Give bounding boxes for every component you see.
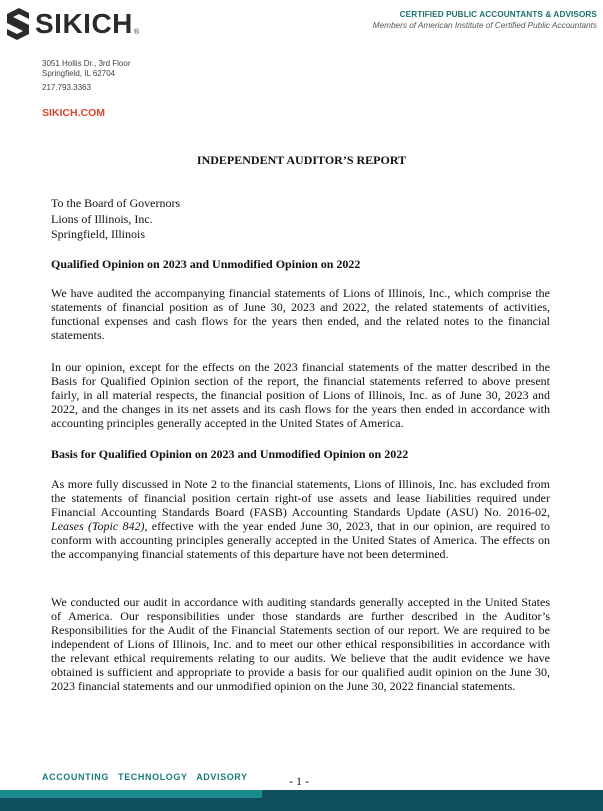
footer-bar bbox=[0, 790, 603, 811]
footer-accent-stripe bbox=[0, 790, 262, 798]
paragraph-basis bbox=[51, 477, 550, 561]
heading-opinion: Qualified Opinion on 2023 and Unmodified Opinion on 2022 bbox=[51, 257, 361, 271]
sikich-logo bbox=[5, 8, 139, 40]
basis-text-start: As more fully discussed in Note 2 to the financial statements, Lions of Illinois, Inc. has excluded from the statements of financial position certain right-of use assets and lease liabilities required under Financial Accounting Standards Board (FASB) Accounting Standards Update (ASU) No. 2016-02, bbox=[51, 477, 550, 519]
address-line-2: Springfield, IL 62704 bbox=[42, 69, 116, 78]
logo-wordmark: SIKICH bbox=[35, 8, 133, 39]
page-number: - 1 - bbox=[289, 774, 309, 788]
footer-service-lines: ACCOUNTING TECHNOLOGY ADVISORY bbox=[42, 772, 248, 782]
report-title: INDEPENDENT AUDITOR’S REPORT bbox=[196, 153, 407, 167]
recipient-line: To the Board of Governors bbox=[51, 196, 181, 210]
phone-number: 217.793.3363 bbox=[42, 83, 91, 92]
recipient-block bbox=[51, 196, 180, 243]
paragraph-conducted: We conducted our audit in accordance with auditing standards generally accepted in the United States of America. Our responsibilities under those standards are further described in the Auditor’s Responsibilities for the Audit of the Financial Statements section of our report. We are required to be independent of Lions of Illinois, Inc. and to meet our other ethical responsibilities in accordance with the relevant ethical requirements relating to our audits. We believe that the audit evidence we have obtained is sufficient and appropriate to provide a basis for our qualified audit opinion on the June 30, 2023 financial statements and our unmodified opinion on the June 30, 2022 financial statements. bbox=[51, 595, 550, 693]
website-link[interactable]: SIKICH.COM bbox=[42, 107, 105, 119]
basis-text-topic: Leases (Topic 842) bbox=[51, 519, 145, 533]
basis-text-end: , effective with the year ended June 30, 2023, that in our opinion, are required to conform with accounting principles generally accepted in the United States of America. The effects on the accompanying financial statements of this departure have not been determined. bbox=[51, 519, 551, 561]
paragraph-audited: We have audited the accompanying financial statements of Lions of Illinois, Inc., which comprise the statements of financial position as of June 30, 2023 and 2022, the related statements of activities, functional expenses and cash flows for the years then ended, and the related notes to the financial statements. bbox=[51, 286, 550, 342]
address-line-1: 3051 Hollis Dr., 3rd Floor bbox=[42, 59, 131, 68]
tagline-secondary: Members of American Institute of Certified Public Accountants bbox=[372, 21, 597, 30]
firm-address bbox=[42, 59, 130, 93]
recipient-line: Lions of Illinois, Inc. bbox=[51, 211, 153, 226]
firm-tagline bbox=[373, 10, 597, 30]
sikich-s-mark-icon bbox=[5, 8, 31, 40]
paragraph-opinion: In our opinion, except for the effects on the 2023 financial statements of the matter described in the Basis for Qualified Opinion section of the report, the financial statements referred to above present fairly, in all material respects, the financial position of Lions of Illinois, Inc. as of June 30, 2023 and 2022, and the changes in its net assets and its cash flows for the years then ended in accordance with accounting principles generally accepted in the United States of America. bbox=[51, 360, 550, 430]
registered-mark: ® bbox=[133, 29, 140, 36]
tagline-primary: CERTIFIED PUBLIC ACCOUNTANTS & ADVISORS bbox=[399, 10, 597, 19]
heading-basis: Basis for Qualified Opinion on 2023 and Unmodified Opinion on 2022 bbox=[51, 447, 409, 461]
recipient-line: Springfield, Illinois bbox=[51, 227, 145, 241]
